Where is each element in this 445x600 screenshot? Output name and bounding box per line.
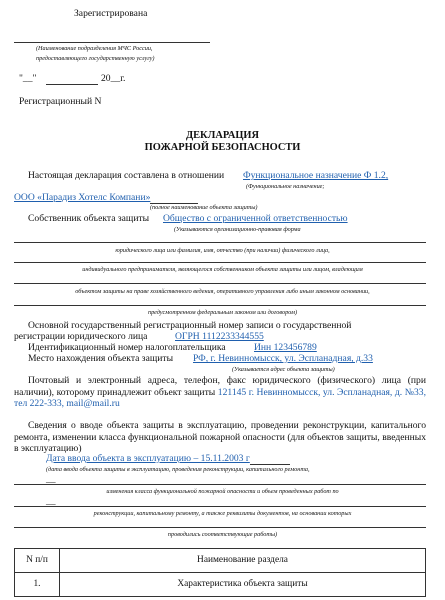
dept-note-1: (Наименование подразделения МЧС России,: [36, 45, 153, 52]
ogrn-label-2: регистрации юридического лица: [14, 331, 148, 342]
contacts-text: Почтовый и электронный адреса, телефон, факс юридического (физического) лица (при наличии), которому принадлежит объект защиты: [14, 375, 426, 398]
address-label: Место нахождения объекта защиты: [28, 353, 174, 364]
func-note: (Функциональное назначение;: [246, 183, 325, 190]
ogrn-label-1: Основной государственный регистрационный номер записи о государственной: [28, 320, 352, 331]
commission-note-4: проводились соответствующие работы): [167, 531, 278, 538]
reg-number-label: Регистрационный N: [19, 96, 102, 107]
owner-value: Общество с ограниченной ответственностью: [163, 213, 348, 224]
table-header-name: Наименование раздела: [60, 549, 426, 573]
commission-note-2: изменения класса функциональной пожарной опасности и объем проведенных работ по: [106, 488, 339, 495]
commission-value: Дата ввода объекта в эксплуатацию – 15.11.2003 г: [46, 453, 250, 464]
contacts-value-1: 121145 г. Невинномысск, ул. Эспланадная, д.: [217, 386, 403, 398]
commission-note-3: реконструкции, капитальному ремонту, а также реквизиты документов, на основании которых: [93, 510, 352, 517]
date-day: "__": [19, 73, 37, 84]
address-value: РФ, г. Невинномысск, ул. Эспланадная, д.33: [193, 353, 373, 364]
commission-rule-3: [14, 527, 426, 528]
commission-value-line: [250, 464, 290, 465]
dept-line: [14, 42, 210, 43]
table-cell-num: 1.: [15, 573, 60, 597]
owner-label: Собственник объекта защиты: [28, 213, 150, 224]
dept-note-2: предоставляющего государственную услугу): [36, 55, 155, 62]
address-note: (Указывается адрес объекта защиты): [232, 366, 335, 373]
commission-dash-2: __: [46, 496, 56, 507]
commission-rule-1: [14, 484, 426, 485]
table-header-num: N п/п: [15, 549, 60, 573]
full-name-note: (полное наименование объекта защиты): [150, 204, 258, 211]
owner-note-3: объектом защиты на праве хозяйственного ведения, оперативного управления либо иным законном основании,: [75, 288, 370, 295]
note-line-rule-1: [14, 242, 426, 243]
date-year: 20__г.: [101, 73, 126, 84]
ogrn-value: ОГРН 1112233344555: [175, 331, 264, 342]
doc-title-line1: ДЕКЛАРАЦИЯ: [185, 130, 260, 141]
table-header-row: [15, 549, 426, 573]
contacts-value-2: №33, тел 222-333, mail@mail.ru: [14, 386, 427, 409]
composed-label: Настоящая декларация составлена в отношении: [28, 170, 225, 181]
commission-note-1: (дата ввода объекта защиты в эксплуатацию, проведения реконструкции, капитального ремонта,: [46, 466, 310, 473]
company-value: ООО «Парадиз Хотелс Компани»: [14, 192, 151, 203]
note-line-rule-4: [14, 305, 426, 306]
inn-value: Инн 123456789: [254, 342, 317, 353]
composed-value: Функциональное назначение Ф 1.2,: [243, 170, 389, 181]
sections-table: [14, 548, 426, 597]
registered-label: Зарегистрирована: [74, 8, 148, 19]
table-row: [15, 573, 426, 597]
commission-rule-2: [14, 506, 426, 507]
date-month-line: [46, 84, 98, 85]
org-form-note: (Указываются организационно-правовая форма: [174, 226, 301, 233]
owner-note-2: индивидуального предпринимателя, являющегося собственником объекта защиты или лицом, владеющим: [82, 266, 363, 273]
note-line-rule-3: [14, 283, 426, 284]
owner-note-1: юридического лица или фамилия, имя, отчество (при наличии) физического лица,: [115, 247, 330, 254]
note-line-rule-2: [14, 262, 426, 263]
table-cell-name: Характеристика объекта защиты: [60, 573, 426, 597]
commission-dash-1: __: [46, 474, 56, 485]
inn-label: Идентификационный номер налогоплательщика: [28, 342, 226, 353]
commission-text: Сведения о вводе объекта защиты в эксплуатацию, проведении реконструкции, капитального ремонта, изменении класса функциональной пожарной опасности (для объектов защиты, введенных в эксплуатацию): [14, 420, 426, 454]
owner-note-4: предусмотренном федеральным законом или договором): [147, 309, 298, 316]
doc-title-line2: ПОЖАРНОЙ БЕЗОПАСНОСТИ: [144, 142, 301, 153]
